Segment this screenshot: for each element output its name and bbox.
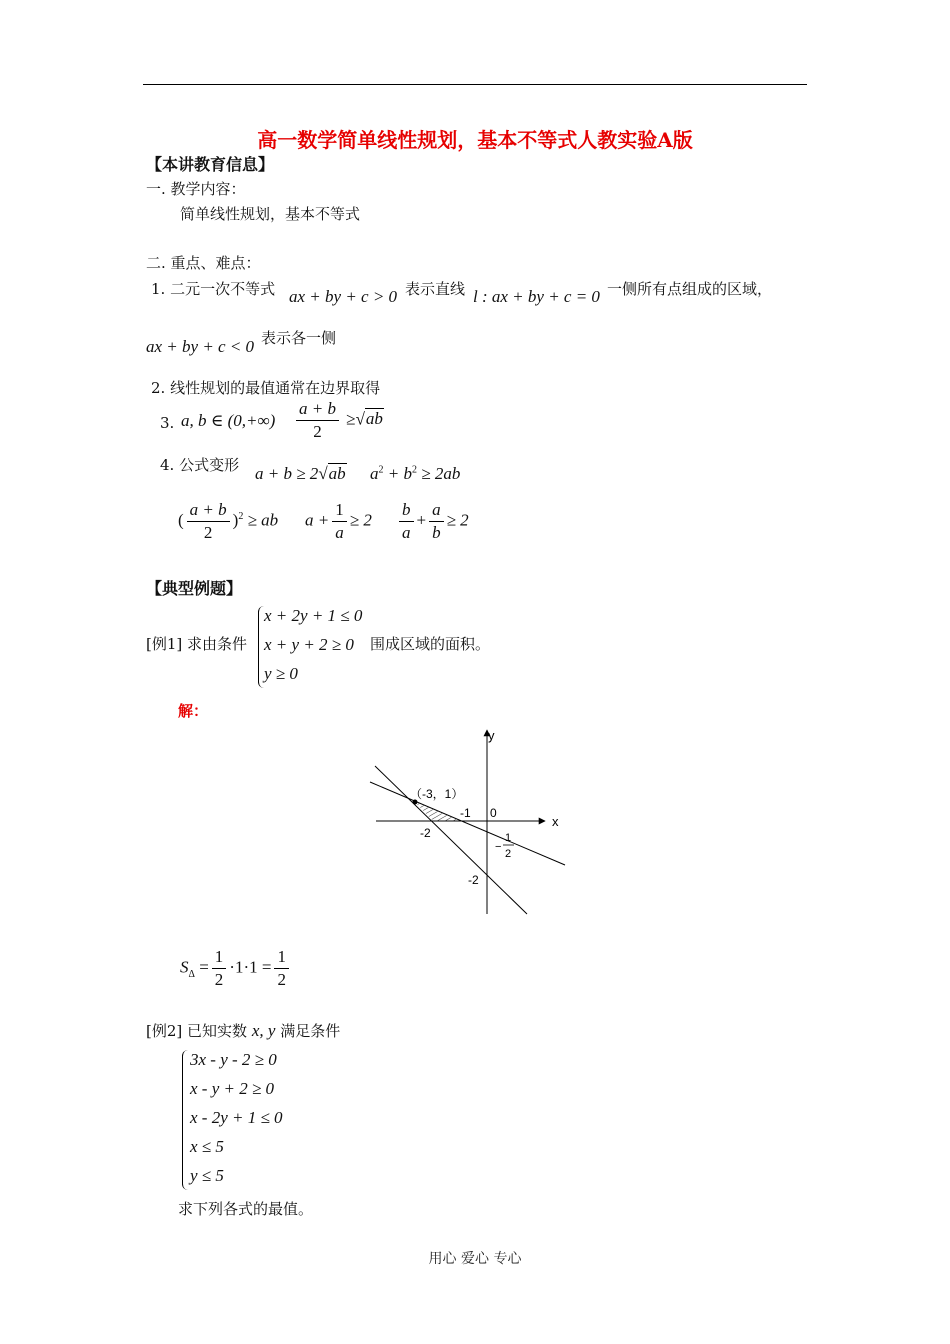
example1-condition2: x + y + 2 ≥ 0 bbox=[264, 635, 354, 654]
example2-brace bbox=[182, 1050, 189, 1190]
x-axis-label: x bbox=[552, 814, 559, 829]
example2-condition1: 3x - y - 2 ≥ 0 bbox=[190, 1050, 277, 1069]
point3-domain: a, b ∈ (0,+∞) bbox=[181, 411, 276, 430]
page-footer: 用心 爱心 专心 bbox=[428, 1251, 522, 1267]
point1-text-d: 表示各一侧 bbox=[261, 329, 337, 347]
y-tick-half-num: 1 bbox=[505, 832, 512, 844]
y-tick-half-den: 2 bbox=[505, 848, 512, 860]
point1-math2: l : ax + by + c = 0 bbox=[473, 287, 600, 306]
point4-formula2: $a^2 + b^2 \ge 2ab$ bbox=[370, 464, 461, 483]
point1-math1: ax + by + c > 0 bbox=[289, 287, 398, 306]
point1-text-a: 1. 二元一次不等式 bbox=[151, 280, 276, 298]
example2-condition2: x - y + 2 ≥ 0 bbox=[190, 1079, 275, 1098]
item1-text: 简单线性规划，基本不等式 bbox=[180, 205, 361, 223]
solution-label: 解： bbox=[178, 702, 209, 720]
x-tick-minus-2: -2 bbox=[420, 826, 431, 840]
example1-label: [例1] 求由条件 bbox=[146, 635, 248, 653]
item1-label: 一. 教学内容： bbox=[146, 180, 246, 198]
point4-formula5: $\frac{b}{a}$ + $\frac{a}{b}$ ≥ 2 bbox=[396, 499, 469, 544]
header-rule bbox=[143, 84, 807, 85]
example1-condition3: y ≥ 0 bbox=[264, 664, 298, 683]
y-tick-half-sign: − bbox=[495, 841, 502, 853]
origin-label: 0 bbox=[490, 806, 497, 820]
example2-condition3: x - 2y + 1 ≤ 0 bbox=[190, 1108, 283, 1127]
section-heading-examples: 【典型例题】 bbox=[146, 579, 243, 598]
item2-label: 二. 重点、难点： bbox=[146, 254, 261, 272]
point3-label: 3. bbox=[160, 414, 175, 432]
point3-inequality: $\frac{a + b}{2}$ ≥√ab bbox=[293, 398, 384, 443]
point1-text-c: 一侧所有点组成的区域， bbox=[607, 280, 773, 298]
x-tick-minus-1: -1 bbox=[460, 806, 471, 820]
example2-question: 求下列各式的最值。 bbox=[178, 1200, 314, 1218]
point2-text: 2. 线性规划的最值通常在边界取得 bbox=[151, 379, 381, 397]
example1-tail: 围成区域的面积。 bbox=[370, 635, 491, 653]
area-formula: $S_\Delta$ = $\frac{1}{2}$ ·1·1 = $\frac{1}{2}$ bbox=[180, 946, 292, 991]
y-tick-minus-2: -2 bbox=[468, 873, 479, 887]
example1-condition1: x + 2y + 1 ≤ 0 bbox=[264, 606, 363, 625]
line-x-plus-2y-plus-1 bbox=[370, 782, 565, 865]
point1-math3: ax + by + c < 0 bbox=[146, 337, 255, 356]
vertex-label: （-3，1） bbox=[410, 787, 464, 801]
section-heading-info: 【本讲教育信息】 bbox=[146, 155, 275, 174]
point4-formula3: ( $\frac{a + b}{2}$ )$^2$ ≥ ab bbox=[178, 500, 279, 542]
page-title: 高一数学简单线性规划，基本不等式人教实验A版 bbox=[257, 128, 693, 152]
point4-formula1: a + b ≥ 2√ab bbox=[255, 464, 346, 483]
example2-condition4: x ≤ 5 bbox=[190, 1137, 224, 1156]
point4-formula4: a + $\frac{1}{a}$ ≥ 2 bbox=[305, 500, 372, 542]
example2-label: [例2] 已知实数 x, y 满足条件 bbox=[146, 1021, 341, 1040]
point1-text-b: 表示直线 bbox=[405, 280, 466, 298]
region-graph bbox=[360, 722, 590, 922]
example2-condition5: y ≤ 5 bbox=[190, 1166, 224, 1185]
point4-label: 4. 公式变形 bbox=[160, 456, 240, 474]
y-axis-label: y bbox=[488, 728, 495, 743]
